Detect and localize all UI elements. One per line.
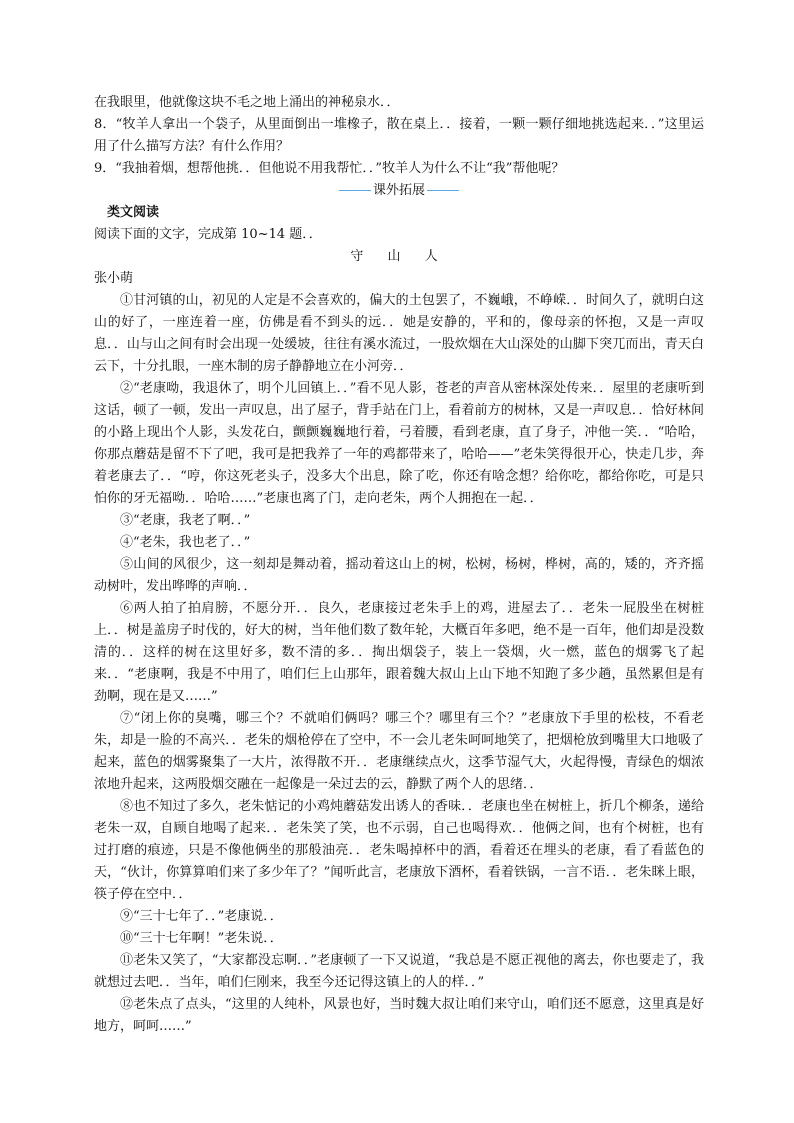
article-author: 张小萌: [94, 271, 134, 286]
previous-text-line: 在我眼里，他就像这块不毛之地上涌出的神秘泉水．．: [94, 95, 400, 110]
section-divider: [94, 180, 704, 202]
paragraph-4: ④“老朱，我也老了．．”: [120, 535, 251, 550]
divider-rule-left: [339, 190, 371, 191]
section-divider-label: 课外拓展: [372, 183, 425, 198]
paragraph-8: ⑧也不知过了多久，老朱惦记的小鸡炖蘑菇发出诱人的香味．．老康也坐在树桩上，折几个柳条，递给老朱一双，自顾自地喝了起来．．老朱笑了笑，也不示弱，自己也喝得欢．．他俩之间，也有个树桩，也有过打磨的痕迹，只是不像他俩坐的那般油亮．．老朱喝掉杯中的酒，看着还在埋头的老康，看了看蓝色的天，“伙计，你算算咱们来了多少年了？”闻听此言，老康放下酒杯，看着铁锅，一言不语．．老朱眯上眼，筷子停在空中．．: [94, 799, 704, 902]
paragraph-9: ⑨“三十七年了．．”老康说．．: [120, 909, 283, 924]
paragraph-7: ⑦“闭上你的臭嘴，哪三个？不就咱们俩吗？哪三个？哪里有三个？”老康放下手里的松枝，不看老朱，却是一脸的不高兴．．老朱的烟枪停在了空中，不一会儿老朱呵呵地笑了，把烟枪放到嘴里大口地吸了起来，蓝色的烟雾聚集了一大片，浓得散不开．．老康继续点火，这季节湿气大，火起得慢，青绿色的烟浓浓地升起来，这两股烟交融在一起像是一朵过去的云，静默了两个人的思绪．．: [94, 711, 704, 792]
paragraph-1: ①甘河镇的山，初见的人定是不会喜欢的，偏大的土包罢了，不巍峨，不峥嵘．．时间久了，就明白这山的好了，一座连着一座，仿佛是看不到头的远．．她是安静的，平和的，像母亲的怀抱，又是一声叹息．．山与山之间有时会出现一处缓坡，往往有溪水流过，一股炊烟在大山深处的山脚下突兀而出，青天白云下，十分扎眼，一座木制的房子静静地立在小河旁．．: [94, 293, 704, 374]
divider-rule-right: [427, 190, 459, 191]
paragraph-3: ③“老康，我老了啊．．”: [120, 513, 251, 528]
question-8: 8．“牧羊人拿出一个袋子，从里面倒出一堆橡子，散在桌上．．接着，一颗一颗仔细地挑选起来．．”这里运用了什么描写方法？有什么作用？: [94, 117, 704, 154]
article-title: 守 山 人: [350, 249, 448, 264]
paragraph-10: ⑩“三十七年啊！”老朱说．．: [120, 931, 283, 946]
page-content: [94, 92, 704, 1038]
paragraph-5: ⑤山间的风很少，这一刻却是舞动着，摇动着这山上的树，松树，杨树，桦树，高的，矮的，齐齐摇动树叶，发出哗哗的声响．．: [94, 557, 704, 594]
sub-heading: 类文阅读: [107, 205, 160, 220]
paragraph-2: ②“老康呦，我退休了，明个儿回镇上．．”看不见人影，苍老的声音从密林深处传来．．屋里的老康听到这话，顿了一顿，发出一声叹息，出了屋子，背手站在门上，看着前方的树林，又是一声叹息．．恰好林间的小路上现出个人影，头发花白，颤颤巍巍地行着，弓着腰，看到老康，直了身子，冲他一笑．．“哈哈，你那点蘑菇是留不下了吧，我可是把我养了一年的鸡都带来了，哈哈——”老朱笑得很开心，快走几步，奔着老康去了．．“哼，你这死老头子，没多大个出息，除了吃，你还有啥念想？给你吃，都给你吃，可是只怕你的牙无福呦．．哈哈……”老康也离了门，走向老朱，两个人拥抱在一起．．: [94, 381, 704, 506]
paragraph-6: ⑥两人拍了拍肩膀，不愿分开．．良久，老康接过老朱手上的鸡，进屋去了．．老朱一屁股坐在树桩上．．树是盖房子时伐的，好大的树，当年他们数了数年轮，大概百年多吧，绝不是一百年，他们却是没数清的．．这样的树在这里好多，数不清的多．．掏出烟袋子，装上一袋烟，火一燃，蓝色的烟雾飞了起来．．“老康啊，我是不中用了，咱们仨上山那年，跟着魏大叔山上山下地不知跑了多少趟，虽然累但是有劲啊，现在是又……”: [94, 601, 704, 704]
paragraph-11: ⑪老朱又笑了，“大家都没忘啊．．”老康顿了一下又说道，“我总是不愿正视他的离去，你也要走了，我就想过去吧．．当年，咱们仨刚来，我至今还记得这镇上的人的样．．”: [94, 953, 704, 990]
question-9: 9．“我抽着烟，想帮他挑．．但他说不用我帮忙．．”牧羊人为什么不让“我”帮他呢？: [94, 161, 565, 176]
paragraph-12: ⑫老朱点了点头，“这里的人纯朴，风景也好，当时魏大叔让咱们来守山，咱们还不愿意，这里真是好地方，呵呵……”: [94, 997, 704, 1034]
reading-instruction: 阅读下面的文字，完成第 10~14 题．．: [94, 227, 322, 242]
